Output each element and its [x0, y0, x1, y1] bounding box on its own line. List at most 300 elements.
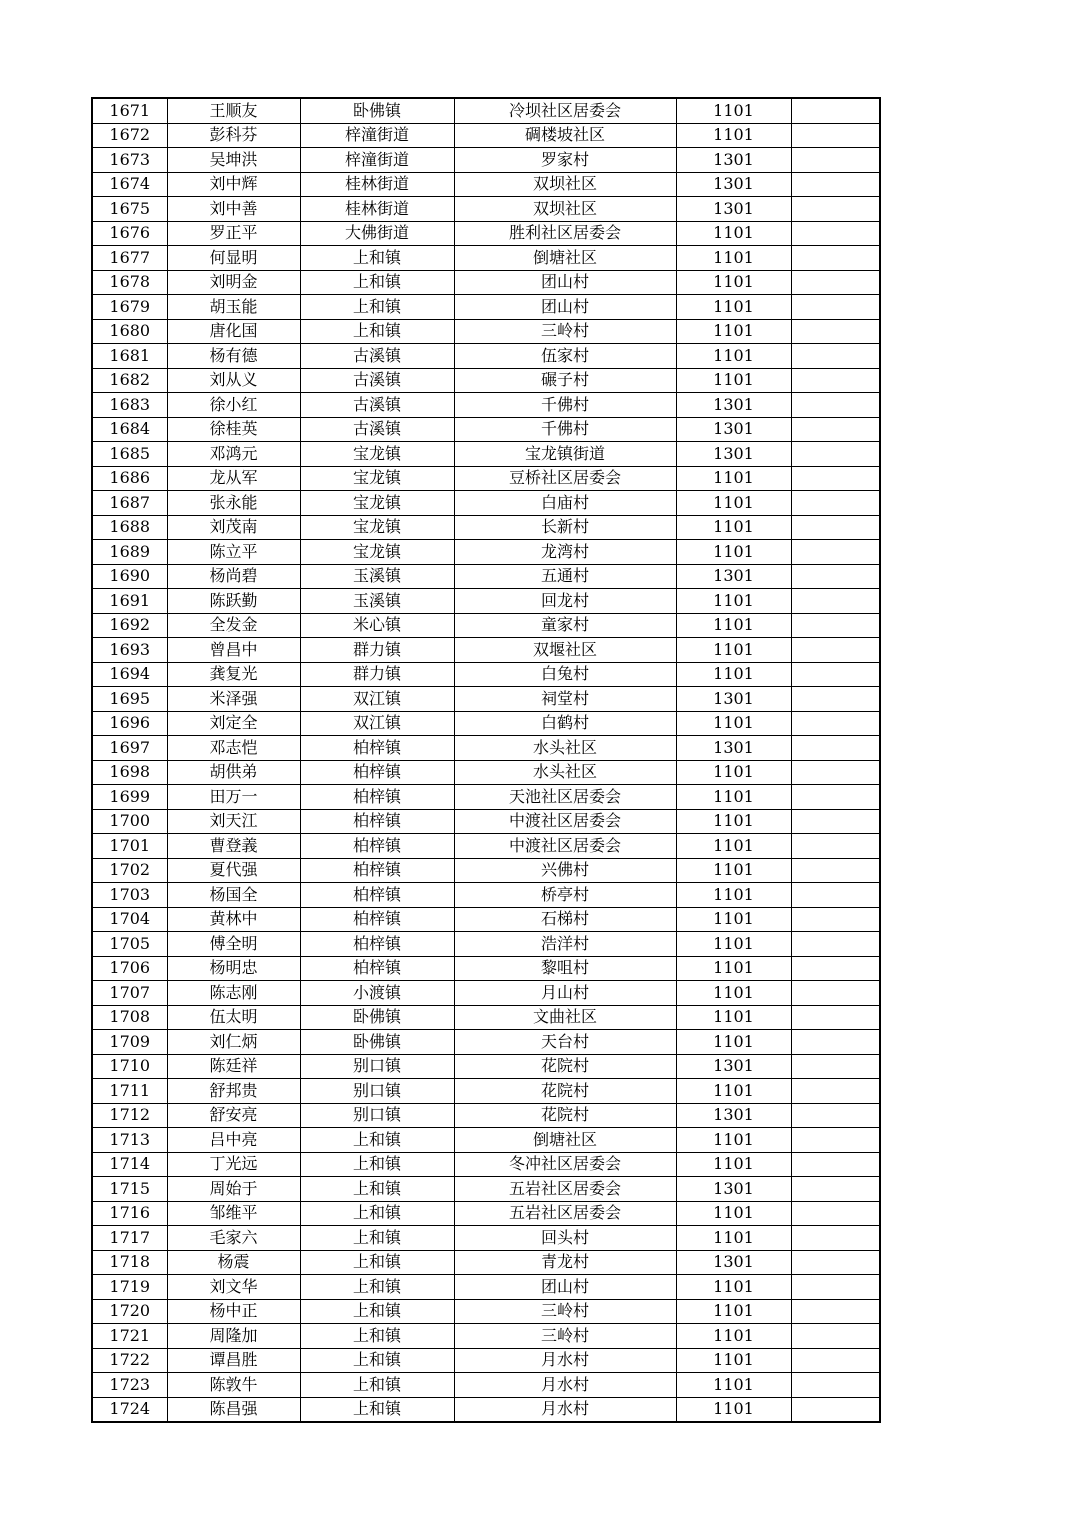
town-cell: 古溪镇: [300, 368, 454, 393]
record-number-cell: 1702: [92, 858, 167, 883]
note-cell: [791, 515, 880, 540]
code-cell: 1101: [676, 785, 791, 810]
table-row: [92, 270, 880, 295]
community-cell: 千佛村: [454, 393, 676, 418]
name-cell: 黄林中: [167, 907, 300, 932]
community-cell: 长新村: [454, 515, 676, 540]
name-cell: 刘定全: [167, 711, 300, 736]
table-row: [92, 1152, 880, 1177]
record-number-cell: 1703: [92, 883, 167, 908]
community-cell: 中渡社区居委会: [454, 834, 676, 859]
community-cell: 五通村: [454, 564, 676, 589]
community-cell: 天台村: [454, 1030, 676, 1055]
code-cell: 1101: [676, 1348, 791, 1373]
code-cell: 1101: [676, 858, 791, 883]
code-cell: 1301: [676, 1177, 791, 1202]
code-cell: 1101: [676, 246, 791, 271]
table-row: [92, 1250, 880, 1275]
name-cell: 杨震: [167, 1250, 300, 1275]
community-cell: 胜利社区居委会: [454, 221, 676, 246]
record-number-cell: 1685: [92, 442, 167, 467]
note-cell: [791, 1324, 880, 1349]
note-cell: [791, 319, 880, 344]
record-number-cell: 1707: [92, 981, 167, 1006]
name-cell: 傅全明: [167, 932, 300, 957]
table-row: [92, 1324, 880, 1349]
table-row: [92, 711, 880, 736]
town-cell: 柏梓镇: [300, 907, 454, 932]
table-row: [92, 956, 880, 981]
community-cell: 五岩社区居委会: [454, 1177, 676, 1202]
note-cell: [791, 907, 880, 932]
name-cell: 张永能: [167, 491, 300, 516]
town-cell: 宝龙镇: [300, 466, 454, 491]
community-cell: 宝龙镇街道: [454, 442, 676, 467]
table-row: [92, 148, 880, 173]
note-cell: [791, 1103, 880, 1128]
community-cell: 月水村: [454, 1348, 676, 1373]
code-cell: 1101: [676, 883, 791, 908]
name-cell: 陈志刚: [167, 981, 300, 1006]
name-cell: 邓鸿元: [167, 442, 300, 467]
table-row: [92, 613, 880, 638]
name-cell: 吴坤洪: [167, 148, 300, 173]
table-row: [92, 295, 880, 320]
record-number-cell: 1681: [92, 344, 167, 369]
code-cell: 1101: [676, 760, 791, 785]
table-row: [92, 662, 880, 687]
record-number-cell: 1704: [92, 907, 167, 932]
table-row: [92, 221, 880, 246]
table-row: [92, 1373, 880, 1398]
name-cell: 何显明: [167, 246, 300, 271]
community-cell: 祠堂村: [454, 687, 676, 712]
town-cell: 上和镇: [300, 1373, 454, 1398]
code-cell: 1101: [676, 295, 791, 320]
name-cell: 刘天江: [167, 809, 300, 834]
code-cell: 1101: [676, 540, 791, 565]
table-row: [92, 1103, 880, 1128]
community-cell: 桥亭村: [454, 883, 676, 908]
table-row: [92, 638, 880, 663]
record-number-cell: 1720: [92, 1299, 167, 1324]
community-cell: 团山村: [454, 270, 676, 295]
table-row: [92, 809, 880, 834]
record-number-cell: 1674: [92, 172, 167, 197]
table-row: [92, 907, 880, 932]
name-cell: 刘中辉: [167, 172, 300, 197]
town-cell: 柏梓镇: [300, 858, 454, 883]
town-cell: 柏梓镇: [300, 834, 454, 859]
community-cell: 双坝社区: [454, 172, 676, 197]
note-cell: [791, 613, 880, 638]
record-number-cell: 1721: [92, 1324, 167, 1349]
code-cell: 1101: [676, 638, 791, 663]
name-cell: 陈立平: [167, 540, 300, 565]
code-cell: 1101: [676, 368, 791, 393]
code-cell: 1301: [676, 197, 791, 222]
note-cell: [791, 1250, 880, 1275]
community-cell: 五岩社区居委会: [454, 1201, 676, 1226]
table-row: [92, 981, 880, 1006]
town-cell: 上和镇: [300, 1128, 454, 1153]
note-cell: [791, 1397, 880, 1422]
record-number-cell: 1710: [92, 1054, 167, 1079]
town-cell: 上和镇: [300, 1324, 454, 1349]
name-cell: 刘仁炳: [167, 1030, 300, 1055]
note-cell: [791, 589, 880, 614]
code-cell: 1101: [676, 1079, 791, 1104]
community-cell: 团山村: [454, 1275, 676, 1300]
code-cell: 1101: [676, 981, 791, 1006]
community-cell: 浩洋村: [454, 932, 676, 957]
community-cell: 月水村: [454, 1373, 676, 1398]
community-cell: 黎咀村: [454, 956, 676, 981]
community-cell: 花院村: [454, 1054, 676, 1079]
name-cell: 唐化国: [167, 319, 300, 344]
community-cell: 月山村: [454, 981, 676, 1006]
name-cell: 陈廷祥: [167, 1054, 300, 1079]
note-cell: [791, 687, 880, 712]
name-cell: 罗正平: [167, 221, 300, 246]
name-cell: 夏代强: [167, 858, 300, 883]
note-cell: [791, 491, 880, 516]
town-cell: 柏梓镇: [300, 883, 454, 908]
community-cell: 龙湾村: [454, 540, 676, 565]
name-cell: 刘文华: [167, 1275, 300, 1300]
table-row: [92, 172, 880, 197]
community-cell: 冷坝社区居委会: [454, 98, 676, 123]
table-row: [92, 442, 880, 467]
name-cell: 吕中亮: [167, 1128, 300, 1153]
code-cell: 1101: [676, 1201, 791, 1226]
name-cell: 舒安亮: [167, 1103, 300, 1128]
record-number-cell: 1672: [92, 123, 167, 148]
community-cell: 中渡社区居委会: [454, 809, 676, 834]
code-cell: 1301: [676, 736, 791, 761]
record-number-cell: 1683: [92, 393, 167, 418]
community-cell: 月水村: [454, 1397, 676, 1422]
name-cell: 周隆加: [167, 1324, 300, 1349]
code-cell: 1101: [676, 1128, 791, 1153]
community-cell: 冬冲社区居委会: [454, 1152, 676, 1177]
record-number-cell: 1698: [92, 760, 167, 785]
community-cell: 三岭村: [454, 1299, 676, 1324]
town-cell: 别口镇: [300, 1079, 454, 1104]
name-cell: 胡供弟: [167, 760, 300, 785]
code-cell: 1101: [676, 932, 791, 957]
name-cell: 刘从义: [167, 368, 300, 393]
code-cell: 1301: [676, 687, 791, 712]
note-cell: [791, 736, 880, 761]
town-cell: 宝龙镇: [300, 540, 454, 565]
table-row: [92, 564, 880, 589]
note-cell: [791, 393, 880, 418]
town-cell: 群力镇: [300, 638, 454, 663]
note-cell: [791, 466, 880, 491]
name-cell: 杨明忠: [167, 956, 300, 981]
table-row: [92, 883, 880, 908]
town-cell: 桂林街道: [300, 172, 454, 197]
record-number-cell: 1699: [92, 785, 167, 810]
record-number-cell: 1682: [92, 368, 167, 393]
code-cell: 1101: [676, 1397, 791, 1422]
table-row: [92, 368, 880, 393]
name-cell: 徐小红: [167, 393, 300, 418]
note-cell: [791, 760, 880, 785]
record-number-cell: 1684: [92, 417, 167, 442]
community-cell: 豆桥社区居委会: [454, 466, 676, 491]
note-cell: [791, 197, 880, 222]
note-cell: [791, 1030, 880, 1055]
community-cell: 白兔村: [454, 662, 676, 687]
town-cell: 上和镇: [300, 1177, 454, 1202]
name-cell: 舒邦贵: [167, 1079, 300, 1104]
code-cell: 1301: [676, 417, 791, 442]
town-cell: 上和镇: [300, 246, 454, 271]
community-cell: 花院村: [454, 1103, 676, 1128]
town-cell: 上和镇: [300, 270, 454, 295]
table-row: [92, 123, 880, 148]
town-cell: 卧佛镇: [300, 98, 454, 123]
name-cell: 米泽强: [167, 687, 300, 712]
table-row: [92, 932, 880, 957]
name-cell: 曹登義: [167, 834, 300, 859]
records-table-body: [92, 98, 880, 1422]
table-row: [92, 834, 880, 859]
name-cell: 田万一: [167, 785, 300, 810]
note-cell: [791, 123, 880, 148]
record-number-cell: 1687: [92, 491, 167, 516]
note-cell: [791, 1201, 880, 1226]
code-cell: 1101: [676, 1275, 791, 1300]
town-cell: 古溪镇: [300, 417, 454, 442]
town-cell: 别口镇: [300, 1103, 454, 1128]
note-cell: [791, 785, 880, 810]
table-row: [92, 1348, 880, 1373]
note-cell: [791, 295, 880, 320]
table-row: [92, 197, 880, 222]
community-cell: 碾子村: [454, 368, 676, 393]
town-cell: 上和镇: [300, 1152, 454, 1177]
town-cell: 柏梓镇: [300, 932, 454, 957]
record-number-cell: 1716: [92, 1201, 167, 1226]
name-cell: 陈跃勤: [167, 589, 300, 614]
community-cell: 三岭村: [454, 1324, 676, 1349]
code-cell: 1301: [676, 393, 791, 418]
note-cell: [791, 883, 880, 908]
record-number-cell: 1697: [92, 736, 167, 761]
note-cell: [791, 1005, 880, 1030]
name-cell: 陈敦牛: [167, 1373, 300, 1398]
town-cell: 柏梓镇: [300, 760, 454, 785]
note-cell: [791, 1373, 880, 1398]
town-cell: 小渡镇: [300, 981, 454, 1006]
note-cell: [791, 540, 880, 565]
town-cell: 宝龙镇: [300, 491, 454, 516]
town-cell: 上和镇: [300, 1348, 454, 1373]
record-number-cell: 1686: [92, 466, 167, 491]
record-number-cell: 1701: [92, 834, 167, 859]
table-row: [92, 1226, 880, 1251]
note-cell: [791, 1128, 880, 1153]
town-cell: 米心镇: [300, 613, 454, 638]
name-cell: 陈昌强: [167, 1397, 300, 1422]
table-row: [92, 1177, 880, 1202]
record-number-cell: 1693: [92, 638, 167, 663]
code-cell: 1101: [676, 1324, 791, 1349]
town-cell: 卧佛镇: [300, 1030, 454, 1055]
note-cell: [791, 1054, 880, 1079]
community-cell: 回头村: [454, 1226, 676, 1251]
code-cell: 1101: [676, 1226, 791, 1251]
community-cell: 碉楼坡社区: [454, 123, 676, 148]
code-cell: 1301: [676, 1103, 791, 1128]
community-cell: 水头社区: [454, 736, 676, 761]
records-table: [91, 97, 881, 1423]
code-cell: 1101: [676, 1030, 791, 1055]
code-cell: 1301: [676, 442, 791, 467]
code-cell: 1301: [676, 172, 791, 197]
community-cell: 童家村: [454, 613, 676, 638]
note-cell: [791, 564, 880, 589]
record-number-cell: 1715: [92, 1177, 167, 1202]
record-number-cell: 1691: [92, 589, 167, 614]
community-cell: 青龙村: [454, 1250, 676, 1275]
town-cell: 古溪镇: [300, 393, 454, 418]
town-cell: 玉溪镇: [300, 564, 454, 589]
code-cell: 1301: [676, 148, 791, 173]
record-number-cell: 1694: [92, 662, 167, 687]
note-cell: [791, 172, 880, 197]
record-number-cell: 1692: [92, 613, 167, 638]
town-cell: 古溪镇: [300, 344, 454, 369]
name-cell: 王顺友: [167, 98, 300, 123]
town-cell: 柏梓镇: [300, 956, 454, 981]
code-cell: 1101: [676, 1152, 791, 1177]
record-number-cell: 1675: [92, 197, 167, 222]
note-cell: [791, 711, 880, 736]
table-row: [92, 785, 880, 810]
name-cell: 刘明金: [167, 270, 300, 295]
table-row: [92, 1275, 880, 1300]
town-cell: 双江镇: [300, 711, 454, 736]
name-cell: 彭科芬: [167, 123, 300, 148]
code-cell: 1101: [676, 834, 791, 859]
code-cell: 1101: [676, 344, 791, 369]
name-cell: 刘中善: [167, 197, 300, 222]
table-row: [92, 1005, 880, 1030]
community-cell: 伍家村: [454, 344, 676, 369]
record-number-cell: 1676: [92, 221, 167, 246]
table-row: [92, 417, 880, 442]
table-row: [92, 540, 880, 565]
name-cell: 谭昌胜: [167, 1348, 300, 1373]
record-number-cell: 1680: [92, 319, 167, 344]
note-cell: [791, 1226, 880, 1251]
note-cell: [791, 1177, 880, 1202]
note-cell: [791, 221, 880, 246]
name-cell: 龚复光: [167, 662, 300, 687]
name-cell: 邓志恺: [167, 736, 300, 761]
record-number-cell: 1679: [92, 295, 167, 320]
code-cell: 1101: [676, 1299, 791, 1324]
town-cell: 柏梓镇: [300, 736, 454, 761]
community-cell: 水头社区: [454, 760, 676, 785]
record-number-cell: 1700: [92, 809, 167, 834]
code-cell: 1101: [676, 466, 791, 491]
table-row: [92, 246, 880, 271]
name-cell: 毛家六: [167, 1226, 300, 1251]
community-cell: 罗家村: [454, 148, 676, 173]
table-row: [92, 687, 880, 712]
community-cell: 倒塘社区: [454, 1128, 676, 1153]
community-cell: 千佛村: [454, 417, 676, 442]
note-cell: [791, 858, 880, 883]
name-cell: 龙从军: [167, 466, 300, 491]
record-number-cell: 1719: [92, 1275, 167, 1300]
name-cell: 刘茂南: [167, 515, 300, 540]
note-cell: [791, 1299, 880, 1324]
record-number-cell: 1714: [92, 1152, 167, 1177]
name-cell: 胡玉能: [167, 295, 300, 320]
town-cell: 上和镇: [300, 1201, 454, 1226]
table-row: [92, 1201, 880, 1226]
table-row: [92, 1054, 880, 1079]
table-row: [92, 515, 880, 540]
name-cell: 丁光远: [167, 1152, 300, 1177]
record-number-cell: 1690: [92, 564, 167, 589]
record-number-cell: 1711: [92, 1079, 167, 1104]
name-cell: 曾昌中: [167, 638, 300, 663]
code-cell: 1301: [676, 564, 791, 589]
code-cell: 1101: [676, 123, 791, 148]
community-cell: 文曲社区: [454, 1005, 676, 1030]
note-cell: [791, 246, 880, 271]
note-cell: [791, 368, 880, 393]
name-cell: 伍太明: [167, 1005, 300, 1030]
record-number-cell: 1671: [92, 98, 167, 123]
town-cell: 别口镇: [300, 1054, 454, 1079]
table-row: [92, 589, 880, 614]
code-cell: 1301: [676, 1250, 791, 1275]
town-cell: 上和镇: [300, 295, 454, 320]
note-cell: [791, 417, 880, 442]
code-cell: 1101: [676, 907, 791, 932]
town-cell: 群力镇: [300, 662, 454, 687]
code-cell: 1101: [676, 613, 791, 638]
record-number-cell: 1705: [92, 932, 167, 957]
code-cell: 1101: [676, 662, 791, 687]
note-cell: [791, 662, 880, 687]
name-cell: 徐桂英: [167, 417, 300, 442]
note-cell: [791, 809, 880, 834]
community-cell: 团山村: [454, 295, 676, 320]
record-number-cell: 1673: [92, 148, 167, 173]
record-number-cell: 1718: [92, 1250, 167, 1275]
code-cell: 1101: [676, 270, 791, 295]
note-cell: [791, 956, 880, 981]
town-cell: 上和镇: [300, 1275, 454, 1300]
code-cell: 1101: [676, 98, 791, 123]
note-cell: [791, 1079, 880, 1104]
community-cell: 天池社区居委会: [454, 785, 676, 810]
name-cell: 全发金: [167, 613, 300, 638]
town-cell: 上和镇: [300, 319, 454, 344]
town-cell: 上和镇: [300, 1250, 454, 1275]
note-cell: [791, 148, 880, 173]
note-cell: [791, 344, 880, 369]
